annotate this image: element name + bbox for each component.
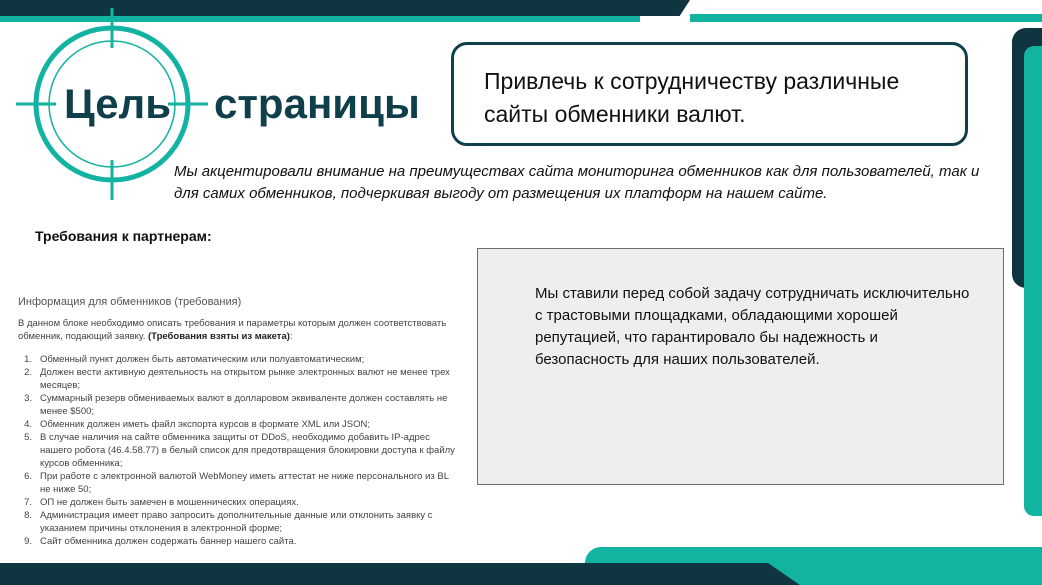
note-box [477, 248, 1004, 485]
list-item-num: 1. [24, 354, 32, 365]
goal-text: Привлечь к сотрудничеству различные сайты обменники валют. [484, 68, 900, 127]
list-item-text: Должен вести активную деятельность на открытом рынке электронных валют не менее трех месяцев; [40, 367, 450, 391]
intro-text: Мы акцентировали внимание на преимуществах сайта мониторинга обменников как для пользователей, так и для самих обменников, подчеркивая выгоду от размещения их платформ на нашем сайте. [174, 163, 980, 202]
list-item-num: 2. [24, 367, 32, 378]
requirements-list [18, 353, 458, 548]
list-item [18, 509, 458, 535]
list-item [18, 535, 458, 548]
list-item-text: Обменный пункт должен быть автоматическим или полуавтоматическим; [40, 354, 365, 365]
goal-box [451, 42, 968, 146]
requirements-heading: Требования к партнерам: [35, 228, 212, 244]
list-item-num: 3. [24, 393, 32, 404]
requirements-document [18, 296, 458, 548]
list-item-text: Обменник должен иметь файл экспорта курсов в формате XML или JSON; [40, 419, 371, 430]
note-text: Мы ставили перед собой задачу сотрудничать исключительно с трастовыми площадками, обладающими хорошей репутацией, что гарантировало бы надежность и безопасность для наших пользователей. [535, 285, 970, 368]
bottom-accent-dark [0, 563, 800, 585]
right-accent-teal [1024, 46, 1042, 516]
list-item-text: ОП не должен быть замечен в мошеннических операциях. [40, 497, 299, 508]
list-item-num: 5. [24, 432, 32, 443]
list-item-num: 8. [24, 510, 32, 521]
list-item [18, 431, 458, 470]
list-item-text: В случае наличия на сайте обменника защиты от DDoS, необходимо добавить IP-адрес нашего робота (46.4.58.77) в белый список для предотвращения блокировки доступа к файлу курсов обменника; [40, 432, 455, 469]
doc-desc-end: : [289, 331, 293, 342]
doc-desc-note: (Требования взяты из макета) [147, 331, 290, 342]
doc-desc-text: В данном блоке необходимо описать требования и параметры которым должен соответствовать обменник, подающий заявку. [18, 318, 447, 342]
list-item [18, 418, 458, 431]
page-title-word1: Цель [64, 80, 172, 127]
list-item [18, 470, 458, 496]
list-item-num: 7. [24, 497, 32, 508]
list-item [18, 496, 458, 509]
list-item-num: 6. [24, 471, 32, 482]
list-item [18, 392, 458, 418]
list-item-text: При работе с электронной валютой WebMoney иметь аттестат не ниже персонального из BL не ниже 50; [40, 471, 449, 495]
list-item-text: Администрация имеет право запросить дополнительные данные или отклонить заявку с указанием причины отклонения в электронной форме; [40, 510, 433, 534]
list-item-num: 9. [24, 536, 32, 547]
list-item-text: Сайт обменника должен содержать баннер нашего сайта. [40, 536, 297, 547]
list-item [18, 366, 458, 392]
list-item-text: Суммарный резерв обмениваемых валют в долларовом эквиваленте должен составлять не менее $500; [40, 393, 448, 417]
page-title-word2: страницы [214, 80, 420, 127]
doc-title: Информация для обменников (требования) [18, 296, 242, 308]
list-item-num: 4. [24, 419, 32, 430]
doc-description [18, 317, 458, 343]
top-accent-teal-right [690, 14, 1042, 22]
list-item [18, 353, 458, 366]
